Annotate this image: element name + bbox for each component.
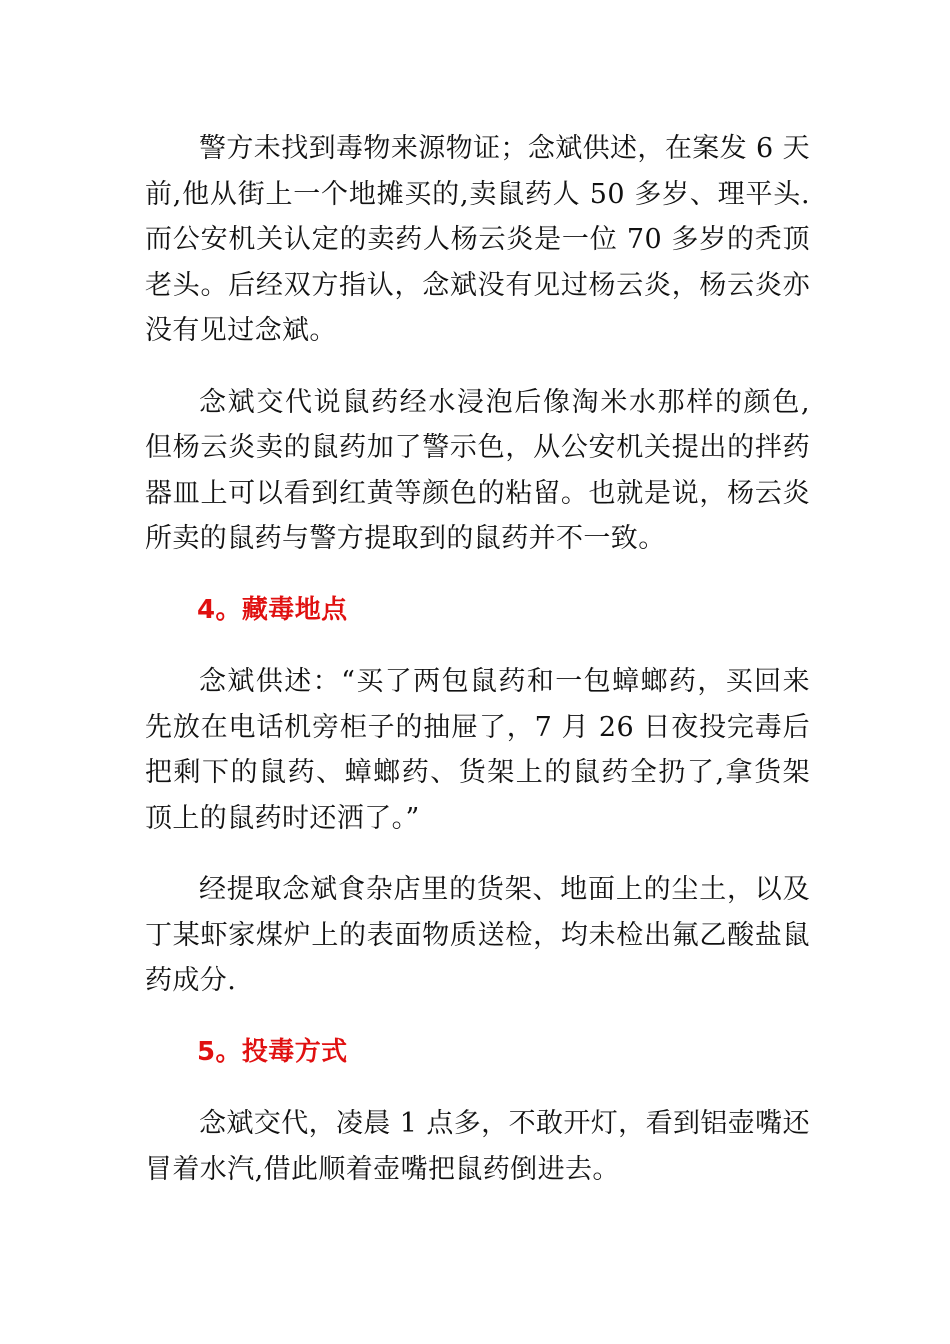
document-body	[145, 126, 810, 1218]
paragraph-poison-color: 念斌交代说鼠药经水浸泡后像淘米水那样的颜色,但杨云炎卖的鼠药加了警示色，从公安机关提出的拌药器皿上可以看到红黄等颜色的粘留。也就是说，杨云炎所卖的鼠药与警方提取到的鼠药并不一致。	[145, 386, 810, 554]
paragraph-evidence-source: 警方未找到毒物来源物证；念斌供述，在案发 6 天前,他从街上一个地摊买的,卖鼠药人 50 多岁、理平头.而公安机关认定的卖药人杨云炎是一位 70 多岁的秃顶老头。后经双方指认，念斌没有见过杨云炎，杨云炎亦没有见过念斌。	[145, 133, 810, 346]
paragraph-method-detail: 念斌交代，凌晨 1 点多，不敢开灯，看到铝壶嘴还冒着水汽,借此顺着壶嘴把鼠药倒进去。	[145, 1108, 810, 1185]
paragraph-confession: 念斌供述：“买了两包鼠药和一包蟑螂药，买回来先放在电话机旁柜子的抽屉了，7 月 26 日夜投完毒后把剩下的鼠药、蟑螂药、货架上的鼠药全扔了,拿货架顶上的鼠药时还洒了。”	[145, 666, 810, 834]
section-heading-hiding-place: 4。藏毒地点	[197, 594, 348, 625]
paragraph-test-results: 经提取念斌食杂店里的货架、地面上的尘土，以及丁某虾家煤炉上的表面物质送检，均未检出氟乙酸盐鼠药成分.	[145, 874, 810, 996]
section-heading-poisoning-method: 5。投毒方式	[197, 1036, 348, 1067]
